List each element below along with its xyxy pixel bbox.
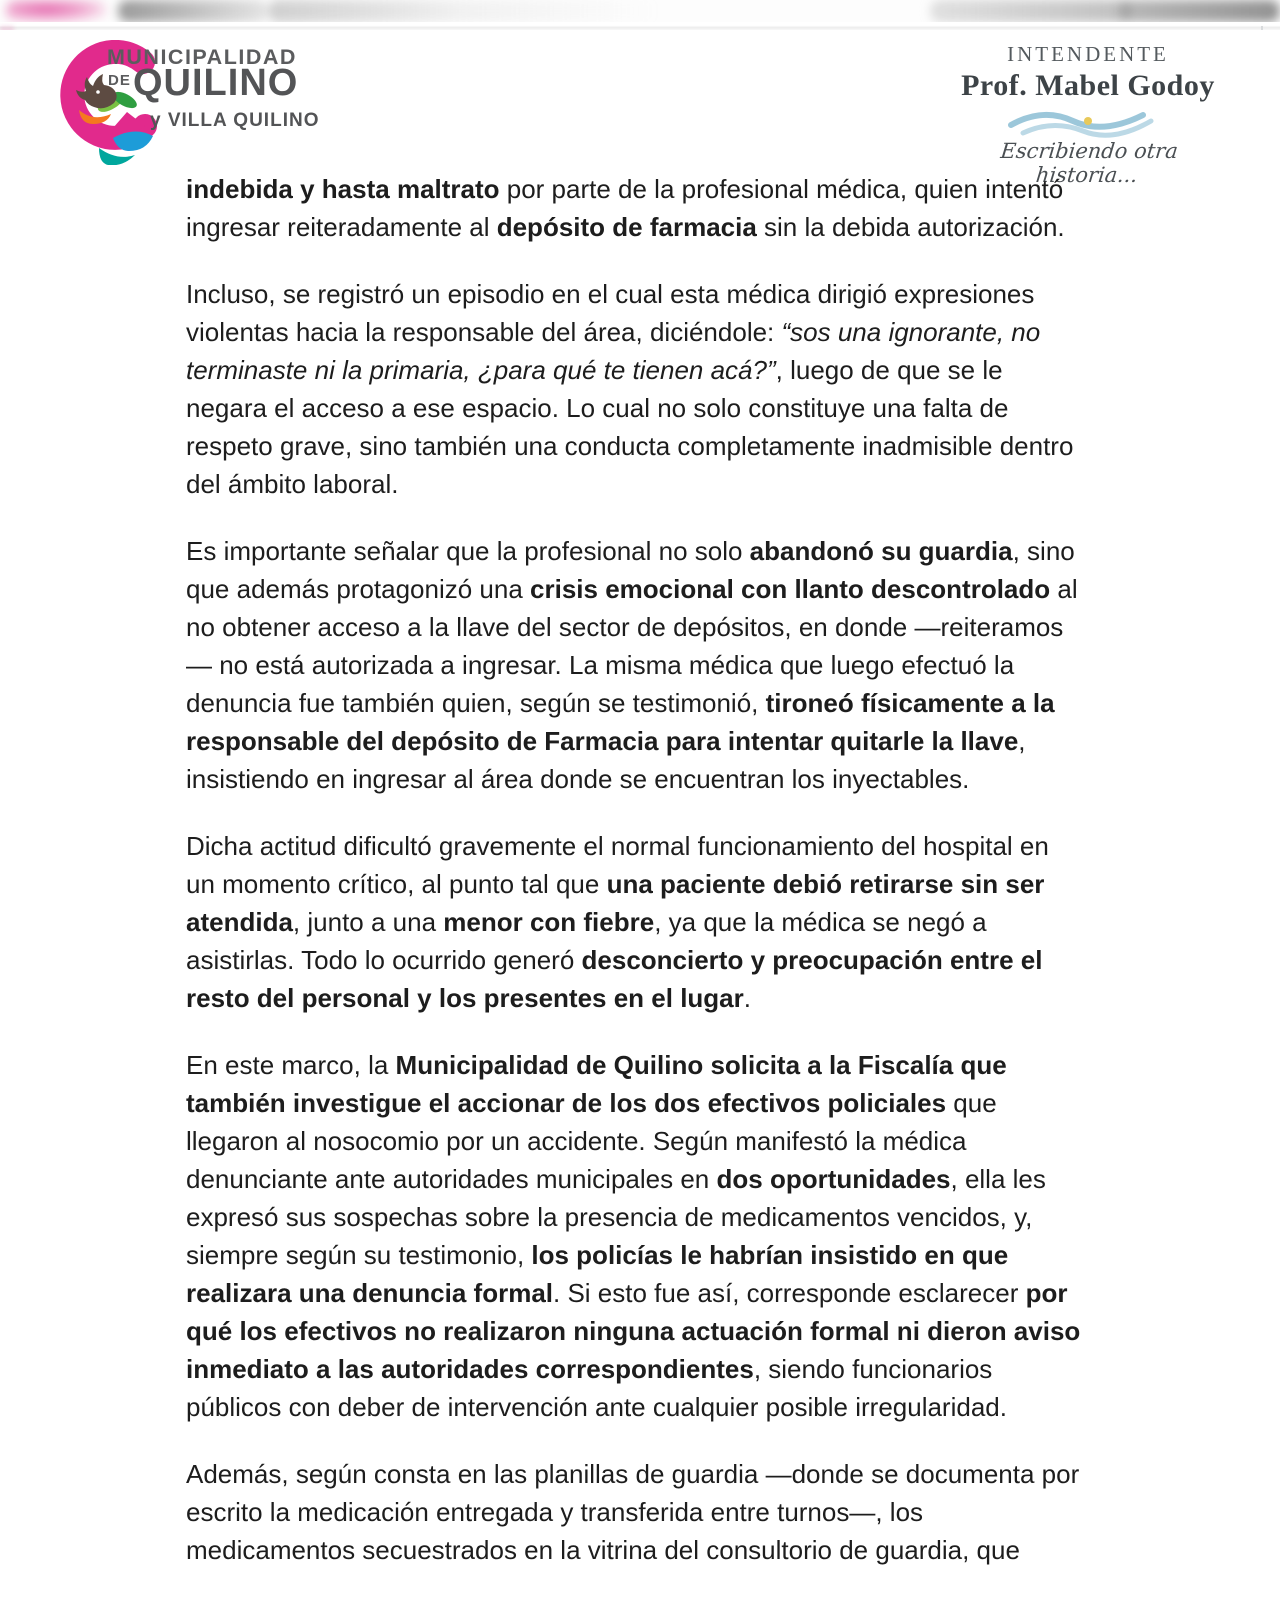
paragraph (186, 532, 1084, 798)
text-run: , siendo funcionarios públicos con deber de intervención ante cualquier posible irregularidad. (186, 1354, 1007, 1422)
text-run: indebida y hasta maltrato (186, 174, 500, 204)
text-run: al no obtener acceso a la llave del sector de depósitos, en donde —reiteramos— no está autorizada a ingresar. La misma médica que luego efectuó la denuncia fue también quien, según se testimonió, (186, 574, 1078, 718)
intendente-title: INTENDENTE (1007, 42, 1169, 66)
scan-pink-smudge (6, 0, 106, 22)
logo-text-quilino: QUILINO (133, 62, 299, 104)
municipality-logo (55, 40, 355, 165)
paragraph (186, 170, 1084, 246)
sun-icon (1084, 117, 1092, 125)
text-run: Incluso, se registró un episodio en el cual esta médica dirigió expresiones violentas hacia la responsable del área, diciéndole: (186, 279, 1035, 347)
document-page (0, 30, 1280, 1599)
text-run: depósito de farmacia (496, 212, 757, 242)
text-run: , luego de que se le negara el acceso a ese espacio. Lo cual no solo constituye una falta de respeto grave, sino también una conducta completamente inadmisible dentro del ámbito laboral. (186, 355, 1074, 499)
text-run: que llegaron al nosocomio por un accidente. Según manifestó la médica denunciante ante autoridades municipales en (186, 1088, 997, 1194)
paragraph (186, 1046, 1084, 1426)
text-run: En este marco, la (186, 1050, 396, 1080)
document-paragraphs (186, 170, 1084, 1598)
logo-text-de: DE (108, 72, 131, 89)
text-run: desconcierto y preocupación entre el resto del personal y los presentes en el lugar (186, 945, 1043, 1013)
flag-ribbon-icon (1003, 105, 1173, 139)
scan-gray-smudge (930, 0, 1130, 22)
text-run: , ella les expresó sus sospechas sobre la presencia de medicamentos vencidos, y, siempre según su testimonio, (186, 1164, 1046, 1270)
text-run: crisis emocional con llanto descontrolado (530, 574, 1051, 604)
scan-edge-artifact (0, 0, 1280, 22)
paragraph (186, 1455, 1084, 1569)
text-run: . (743, 983, 751, 1013)
text-run: , insistiendo en ingresar al área donde se encuentran los inyectables. (186, 726, 1026, 794)
paragraph (186, 827, 1084, 1017)
text-run: , junto a una (292, 907, 444, 937)
text-run: . Si esto fue así, corresponde esclarecer (553, 1278, 1026, 1308)
text-run: sin la debida autorización. (756, 212, 1065, 242)
page-top-edge (0, 22, 1280, 30)
scan-gray-smudge (268, 0, 658, 22)
text-run: por parte de la profesional médica, quien intentó ingresar reiteradamente al (186, 174, 1064, 242)
text-run: Dicha actitud dificultó gravemente el normal funcionamiento del hospital en un momento crítico, al punto tal que (186, 831, 1049, 899)
text-run: menor con fiebre (443, 907, 655, 937)
text-run: dos oportunidades (716, 1164, 951, 1194)
text-run: “sos una ignorante, no terminaste ni la primaria, ¿para qué te tienen acá?” (186, 317, 1041, 385)
scan-gray-smudge (1120, 0, 1280, 22)
slogan-script: Escribiendo otra historia... (999, 139, 1180, 187)
letterhead (0, 30, 1280, 187)
logo-text-villa-quilino: y VILLA QUILINO (150, 110, 320, 131)
text-run: por qué los efectivos no realizaron ninguna actuación formal ni dieron aviso inmediato a las autoridades correspondientes (186, 1278, 1081, 1384)
text-run: Es importante señalar que la profesional no solo (186, 536, 750, 566)
text-run: una paciente debió retirarse sin ser atendida (186, 869, 1045, 937)
text-run: Además, según consta en las planillas de guardia —donde se documenta por escrito la medicación entregada y transferida entre turnos—, los medicamentos secuestrados en la vitrina del consultorio de guardia, que (186, 1459, 1080, 1565)
paragraph (186, 275, 1084, 503)
logo-text-municipalidad: MUNICIPALIDAD (107, 45, 297, 69)
text-run: , ya que la médica se negó a asistirlas. Todo lo ocurrido generó (186, 907, 987, 975)
intendente-block (958, 42, 1218, 187)
text-run: tironeó físicamente a la responsable del depósito de Farmacia para intentar quitarle la llave (186, 688, 1055, 756)
text-run: los policías le habrían insistido en que realizara una denuncia formal (186, 1240, 1009, 1308)
text-run: abandonó su guardia (749, 536, 1013, 566)
intendente-name: Prof. Mabel Godoy (961, 69, 1215, 102)
scan-gray-smudge (118, 0, 268, 22)
text-run: Municipalidad de Quilino solicita a la Fiscalía que también investigue el accionar de los dos efectivos policiales (186, 1050, 1007, 1118)
text-run: , sino que además protagonizó una (186, 536, 1075, 604)
